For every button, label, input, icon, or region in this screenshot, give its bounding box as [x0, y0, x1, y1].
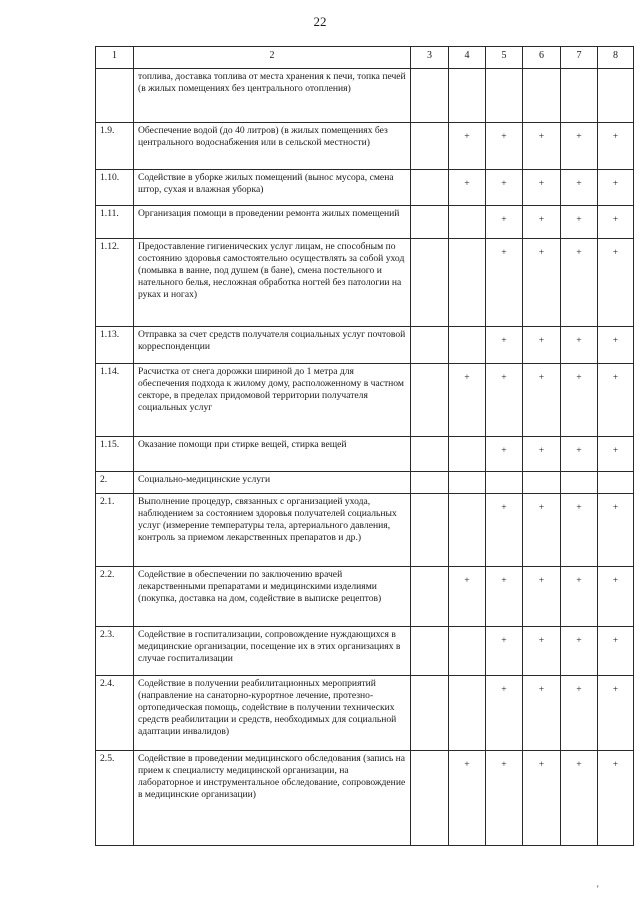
mark-cell — [411, 239, 449, 327]
service-description: Выполнение процедур, связанных с организацией ухода, наблюдением за состоянием здоровья получателей социальных услуг (измерение температуры тела, артериального давления, контроль за приемом лекарственных препаратов и др.) — [134, 494, 411, 567]
mark-cell: + — [561, 123, 598, 170]
footer-mark: ' — [597, 884, 599, 894]
table-row — [96, 472, 634, 494]
service-description: Содействие в уборке жилых помещений (вынос мусора, смена штор, сухая и влажная уборка) — [134, 170, 411, 206]
row-number: 2.5. — [96, 751, 134, 846]
mark-cell: + — [449, 170, 486, 206]
mark-cell: + — [486, 239, 523, 327]
table-row — [96, 494, 634, 567]
column-header: 2 — [134, 47, 411, 69]
row-number: 2.4. — [96, 676, 134, 751]
mark-cell — [449, 472, 486, 494]
mark-cell: + — [598, 627, 634, 676]
mark-cell: + — [561, 494, 598, 567]
mark-cell: + — [598, 123, 634, 170]
mark-cell — [598, 472, 634, 494]
mark-cell: + — [523, 364, 561, 437]
mark-cell: + — [523, 327, 561, 364]
table-row — [96, 751, 634, 846]
service-description: Содействие в проведении медицинского обследования (запись на прием к специалисту медицинской организации, на лабораторное и инструментальное обследование, сопровождение в медицинские организации) — [134, 751, 411, 846]
mark-cell: + — [523, 751, 561, 846]
table-row — [96, 123, 634, 170]
table-row — [96, 206, 634, 239]
mark-cell — [449, 627, 486, 676]
service-description: топлива, доставка топлива от места хранения к печи, топка печей (в жилых помещениях без центрального отопления) — [134, 69, 411, 123]
mark-cell — [411, 123, 449, 170]
mark-cell: + — [561, 364, 598, 437]
mark-cell: + — [598, 567, 634, 627]
page-number: 22 — [313, 14, 327, 29]
column-header: 4 — [449, 47, 486, 69]
mark-cell — [411, 676, 449, 751]
mark-cell: + — [523, 170, 561, 206]
service-description: Содействие в обеспечении по заключению врачей лекарственными препаратами и медицинскими изделиями (покупка, доставка на дом, содействие в выписке рецептов) — [134, 567, 411, 627]
mark-cell: + — [561, 567, 598, 627]
table-row — [96, 676, 634, 751]
mark-cell: + — [486, 437, 523, 472]
mark-cell: + — [598, 751, 634, 846]
service-description: Социально-медицинские услуги — [134, 472, 411, 494]
service-description: Предоставление гигиенических услуг лицам, не способным по состоянию здоровья самостоятельно осуществлять за собой уход (помывка в ванне, под душем (в бане), смена постельного и нательного белья, несложная обработка ногтей без патологии на руках и ногах) — [134, 239, 411, 327]
mark-cell: + — [523, 494, 561, 567]
mark-cell: + — [486, 170, 523, 206]
mark-cell: + — [486, 364, 523, 437]
mark-cell — [411, 170, 449, 206]
mark-cell — [449, 239, 486, 327]
table-row — [96, 170, 634, 206]
mark-cell — [598, 69, 634, 123]
mark-cell: + — [523, 206, 561, 239]
mark-cell — [411, 437, 449, 472]
service-description: Содействие в госпитализации, сопровождение нуждающихся в медицинские организации, посещение их в этих организациях в случае госпитализации — [134, 627, 411, 676]
mark-cell: + — [523, 567, 561, 627]
service-description: Отправка за счет средств получателя социальных услуг почтовой корреспонденции — [134, 327, 411, 364]
column-header: 1 — [96, 47, 134, 69]
mark-cell — [411, 751, 449, 846]
mark-cell — [486, 69, 523, 123]
service-description: Организация помощи в проведении ремонта жилых помещений — [134, 206, 411, 239]
mark-cell: + — [561, 751, 598, 846]
mark-cell: + — [523, 239, 561, 327]
mark-cell: + — [561, 239, 598, 327]
row-number: 2.3. — [96, 627, 134, 676]
row-number: 2.2. — [96, 567, 134, 627]
mark-cell: + — [523, 676, 561, 751]
mark-cell: + — [486, 494, 523, 567]
services-table — [95, 46, 634, 846]
mark-cell — [561, 472, 598, 494]
mark-cell: + — [598, 676, 634, 751]
column-header: 3 — [411, 47, 449, 69]
mark-cell — [449, 437, 486, 472]
table-row — [96, 69, 634, 123]
mark-cell: + — [561, 206, 598, 239]
column-header: 6 — [523, 47, 561, 69]
mark-cell — [449, 327, 486, 364]
mark-cell — [561, 69, 598, 123]
row-number: 1.14. — [96, 364, 134, 437]
mark-cell: + — [486, 206, 523, 239]
table-row — [96, 364, 634, 437]
mark-cell: + — [486, 123, 523, 170]
row-number: 1.11. — [96, 206, 134, 239]
mark-cell — [411, 494, 449, 567]
mark-cell — [523, 69, 561, 123]
mark-cell: + — [598, 327, 634, 364]
service-description: Расчистка от снега дорожки шириной до 1 метра для обеспечения подхода к жилому дому, расположенному в частном секторе, в пределах придомовой территории получателя социальных услуг — [134, 364, 411, 437]
row-number: 1.13. — [96, 327, 134, 364]
service-description: Оказание помощи при стирке вещей, стирка вещей — [134, 437, 411, 472]
mark-cell: + — [523, 437, 561, 472]
mark-cell — [523, 472, 561, 494]
mark-cell: + — [561, 437, 598, 472]
mark-cell: + — [523, 627, 561, 676]
mark-cell — [411, 69, 449, 123]
table-row — [96, 567, 634, 627]
column-header: 7 — [561, 47, 598, 69]
mark-cell: + — [486, 567, 523, 627]
mark-cell — [411, 472, 449, 494]
service-description: Содействие в получении реабилитационных мероприятий (направление на санаторно-курортное лечение, протезно-ортопедическая помощь, содействие в получении технических средств реабилитации и средств, необходимых для социальной адаптации инвалидов) — [134, 676, 411, 751]
column-header: 5 — [486, 47, 523, 69]
mark-cell — [411, 627, 449, 676]
mark-cell: + — [598, 239, 634, 327]
mark-cell — [411, 364, 449, 437]
row-number: 1.9. — [96, 123, 134, 170]
table-row — [96, 437, 634, 472]
mark-cell — [449, 69, 486, 123]
mark-cell: + — [598, 364, 634, 437]
service-description: Обеспечение водой (до 40 литров) (в жилых помещениях без центрального водоснабжения или в сельской местности) — [134, 123, 411, 170]
mark-cell: + — [486, 327, 523, 364]
mark-cell: + — [561, 327, 598, 364]
mark-cell: + — [561, 170, 598, 206]
mark-cell: + — [486, 676, 523, 751]
mark-cell — [449, 676, 486, 751]
mark-cell — [486, 472, 523, 494]
mark-cell: + — [523, 123, 561, 170]
mark-cell: + — [449, 364, 486, 437]
mark-cell — [449, 494, 486, 567]
table-row — [96, 627, 634, 676]
row-number: 1.12. — [96, 239, 134, 327]
table-row — [96, 239, 634, 327]
mark-cell: + — [486, 627, 523, 676]
mark-cell: + — [561, 627, 598, 676]
row-number: 1.10. — [96, 170, 134, 206]
mark-cell: + — [449, 567, 486, 627]
table-row — [96, 327, 634, 364]
mark-cell: + — [449, 123, 486, 170]
mark-cell — [449, 206, 486, 239]
mark-cell: + — [598, 494, 634, 567]
mark-cell — [411, 567, 449, 627]
header-row — [96, 47, 634, 69]
row-number: 1.15. — [96, 437, 134, 472]
mark-cell: + — [561, 676, 598, 751]
mark-cell: + — [598, 170, 634, 206]
mark-cell: + — [486, 751, 523, 846]
row-number: 2.1. — [96, 494, 134, 567]
mark-cell — [411, 206, 449, 239]
mark-cell: + — [598, 206, 634, 239]
row-number: 2. — [96, 472, 134, 494]
mark-cell — [411, 327, 449, 364]
row-number — [96, 69, 134, 123]
mark-cell: + — [598, 437, 634, 472]
column-header: 8 — [598, 47, 634, 69]
mark-cell: + — [449, 751, 486, 846]
